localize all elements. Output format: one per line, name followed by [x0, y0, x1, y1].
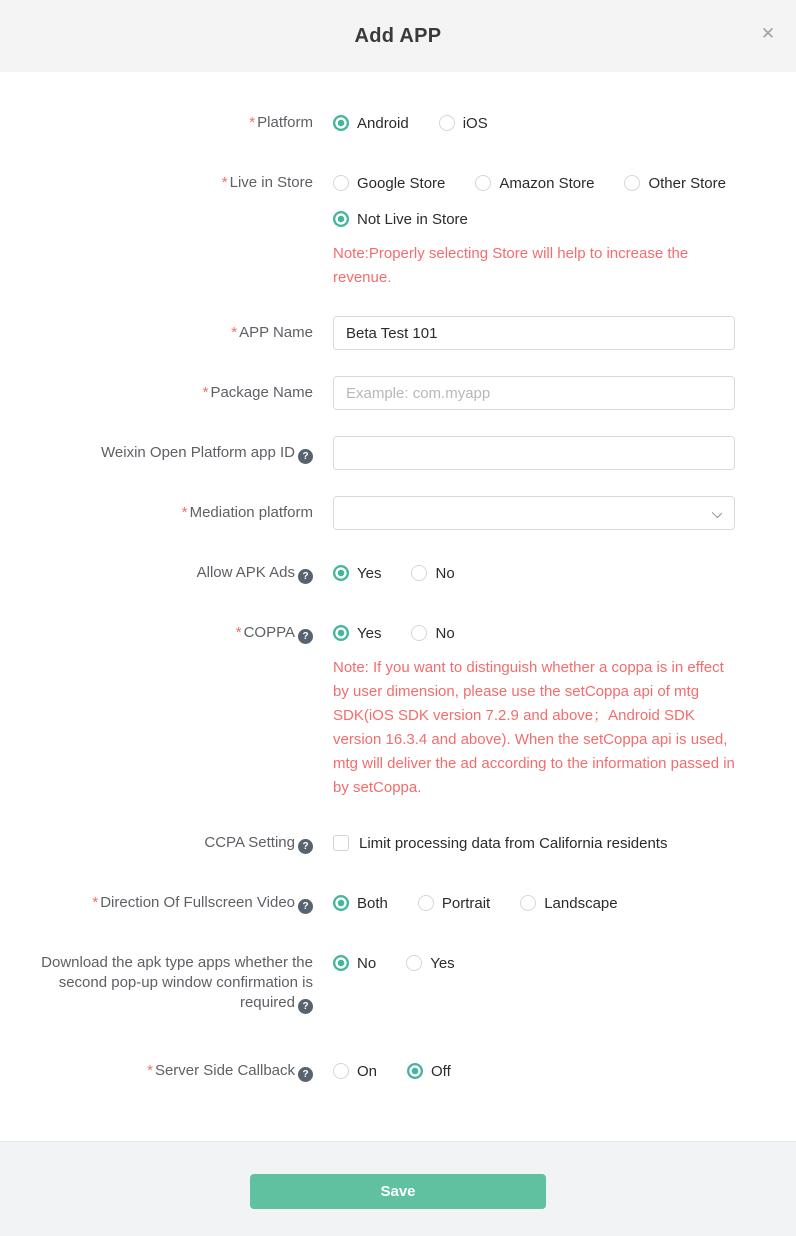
- radio-label: No: [435, 564, 455, 582]
- required-mark: *: [235, 624, 242, 641]
- help-icon[interactable]: ?: [298, 569, 313, 584]
- radio-label: Google Store: [357, 174, 446, 192]
- radio-unselected-icon: [520, 895, 536, 911]
- add-app-form: [0, 72, 796, 1141]
- help-icon[interactable]: ?: [298, 449, 313, 464]
- help-icon[interactable]: ?: [298, 999, 313, 1014]
- radio-selected-icon: [333, 895, 349, 911]
- radio-label: On: [357, 1062, 378, 1080]
- save-button[interactable]: Save: [250, 1174, 546, 1209]
- help-icon[interactable]: ?: [298, 1067, 313, 1082]
- dialog-footer: [0, 1141, 796, 1236]
- row-download-apk-confirm: [0, 946, 796, 1014]
- row-weixin-app-id: [0, 436, 796, 470]
- row-ccpa-setting: [0, 826, 796, 860]
- app-name-label: * APP Name: [231, 324, 313, 341]
- row-app-name: [0, 316, 796, 350]
- platform-radio-ios[interactable]: [439, 115, 488, 132]
- row-platform: [0, 106, 796, 140]
- mediation-platform-label: * Mediation platform: [181, 504, 313, 521]
- download-confirm-radio-no[interactable]: [333, 955, 376, 972]
- package-name-input[interactable]: [333, 376, 735, 410]
- radio-label: iOS: [462, 114, 488, 132]
- radio-label: Landscape: [544, 894, 618, 912]
- radio-unselected-icon: [418, 895, 434, 911]
- direction-radio-landscape[interactable]: [520, 895, 617, 912]
- coppa-radio-no[interactable]: [411, 625, 454, 642]
- dialog-title: Add APP: [354, 24, 442, 47]
- required-mark: *: [249, 114, 256, 131]
- radio-label: Yes: [357, 564, 382, 582]
- help-icon[interactable]: ?: [298, 899, 313, 914]
- store-radio-not-live[interactable]: [333, 211, 468, 228]
- help-icon[interactable]: ?: [298, 629, 313, 644]
- mediation-platform-select[interactable]: [333, 496, 735, 530]
- radio-unselected-icon: [475, 175, 491, 191]
- row-server-side-callback: [0, 1054, 796, 1088]
- radio-selected-icon: [333, 625, 349, 641]
- close-icon[interactable]: ✕: [756, 22, 780, 46]
- weixin-app-id-input[interactable]: [333, 436, 735, 470]
- store-radio-other[interactable]: [624, 175, 726, 192]
- radio-unselected-icon: [411, 625, 427, 641]
- store-radio-google[interactable]: [333, 175, 445, 192]
- live-in-store-label: * Live in Store: [221, 174, 313, 191]
- radio-selected-icon: [407, 1063, 423, 1079]
- radio-unselected-icon: [406, 955, 422, 971]
- direction-radio-both[interactable]: [333, 895, 388, 912]
- radio-unselected-icon: [333, 1063, 349, 1079]
- row-live-in-store: [0, 166, 796, 290]
- radio-label: Amazon Store: [499, 174, 595, 192]
- download-confirm-radio-yes[interactable]: [406, 955, 454, 972]
- platform-radio-android[interactable]: [333, 115, 409, 132]
- required-mark: *: [92, 894, 99, 911]
- row-fullscreen-direction: [0, 886, 796, 920]
- store-radio-amazon[interactable]: [475, 175, 594, 192]
- download-apk-confirm-label: Download the apk type apps whether the second pop-up window confirmation is required ?: [41, 954, 313, 1012]
- radio-unselected-icon: [411, 565, 427, 581]
- dialog-header: [0, 0, 796, 72]
- radio-selected-icon: [333, 211, 349, 227]
- radio-label: Both: [357, 894, 388, 912]
- required-mark: *: [202, 384, 209, 401]
- platform-label: * Platform: [249, 114, 313, 131]
- radio-label: Other Store: [648, 174, 726, 192]
- row-package-name: [0, 376, 796, 410]
- radio-label: Off: [431, 1062, 451, 1080]
- coppa-note: Note: If you want to distinguish whether a coppa is in effect by user dimension, please use the setCoppa api of mtg SDK(iOS SDK version 7.2.9 and above；Android SDK version 16.3.4 and above). When the setCoppa api is used, mtg will deliver the ad according to the information passed in by setCoppa.: [333, 659, 735, 796]
- allow-apk-ads-label: Allow APK Ads ?: [0, 556, 313, 590]
- radio-label: Yes: [430, 954, 455, 972]
- coppa-label: * COPPA ?: [0, 616, 313, 650]
- radio-label: No: [357, 954, 377, 972]
- fullscreen-direction-label: * Direction Of Fullscreen Video ?: [0, 886, 313, 920]
- store-note: Note:Properly selecting Store will help to increase the revenue.: [333, 245, 689, 286]
- radio-unselected-icon: [439, 115, 455, 131]
- allow-apk-ads-radio-yes[interactable]: [333, 565, 381, 582]
- direction-radio-portrait[interactable]: [418, 895, 490, 912]
- required-mark: *: [147, 1062, 153, 1079]
- radio-unselected-icon: [333, 175, 349, 191]
- row-allow-apk-ads: [0, 556, 796, 590]
- radio-label: Android: [357, 114, 409, 132]
- radio-unselected-icon: [624, 175, 640, 191]
- radio-selected-icon: [333, 115, 349, 131]
- ccpa-setting-label: CCPA Setting ?: [0, 826, 313, 860]
- allow-apk-ads-radio-no[interactable]: [411, 565, 454, 582]
- radio-label: Yes: [357, 624, 382, 642]
- required-mark: *: [181, 504, 188, 521]
- ccpa-checkbox-label: Limit processing data from California residents: [359, 834, 668, 852]
- coppa-radio-yes[interactable]: [333, 625, 381, 642]
- required-mark: *: [221, 174, 228, 191]
- server-side-callback-label: * Server Side Callback ?: [0, 1054, 313, 1088]
- radio-label: Portrait: [441, 894, 491, 912]
- server-callback-radio-on[interactable]: [333, 1063, 377, 1080]
- server-callback-radio-off[interactable]: [407, 1063, 451, 1080]
- weixin-app-id-label: Weixin Open Platform app ID ?: [0, 436, 313, 470]
- row-coppa: [0, 616, 796, 800]
- ccpa-checkbox[interactable]: [333, 835, 349, 851]
- package-name-label: * Package Name: [202, 384, 313, 401]
- radio-label: Not Live in Store: [357, 210, 468, 228]
- help-icon[interactable]: ?: [298, 839, 313, 854]
- radio-label: No: [435, 624, 455, 642]
- chevron-down-icon: [712, 508, 722, 518]
- radio-selected-icon: [333, 565, 349, 581]
- app-name-input[interactable]: [333, 316, 735, 350]
- row-mediation-platform: [0, 496, 796, 530]
- radio-selected-icon: [333, 955, 349, 971]
- required-mark: *: [231, 324, 238, 341]
